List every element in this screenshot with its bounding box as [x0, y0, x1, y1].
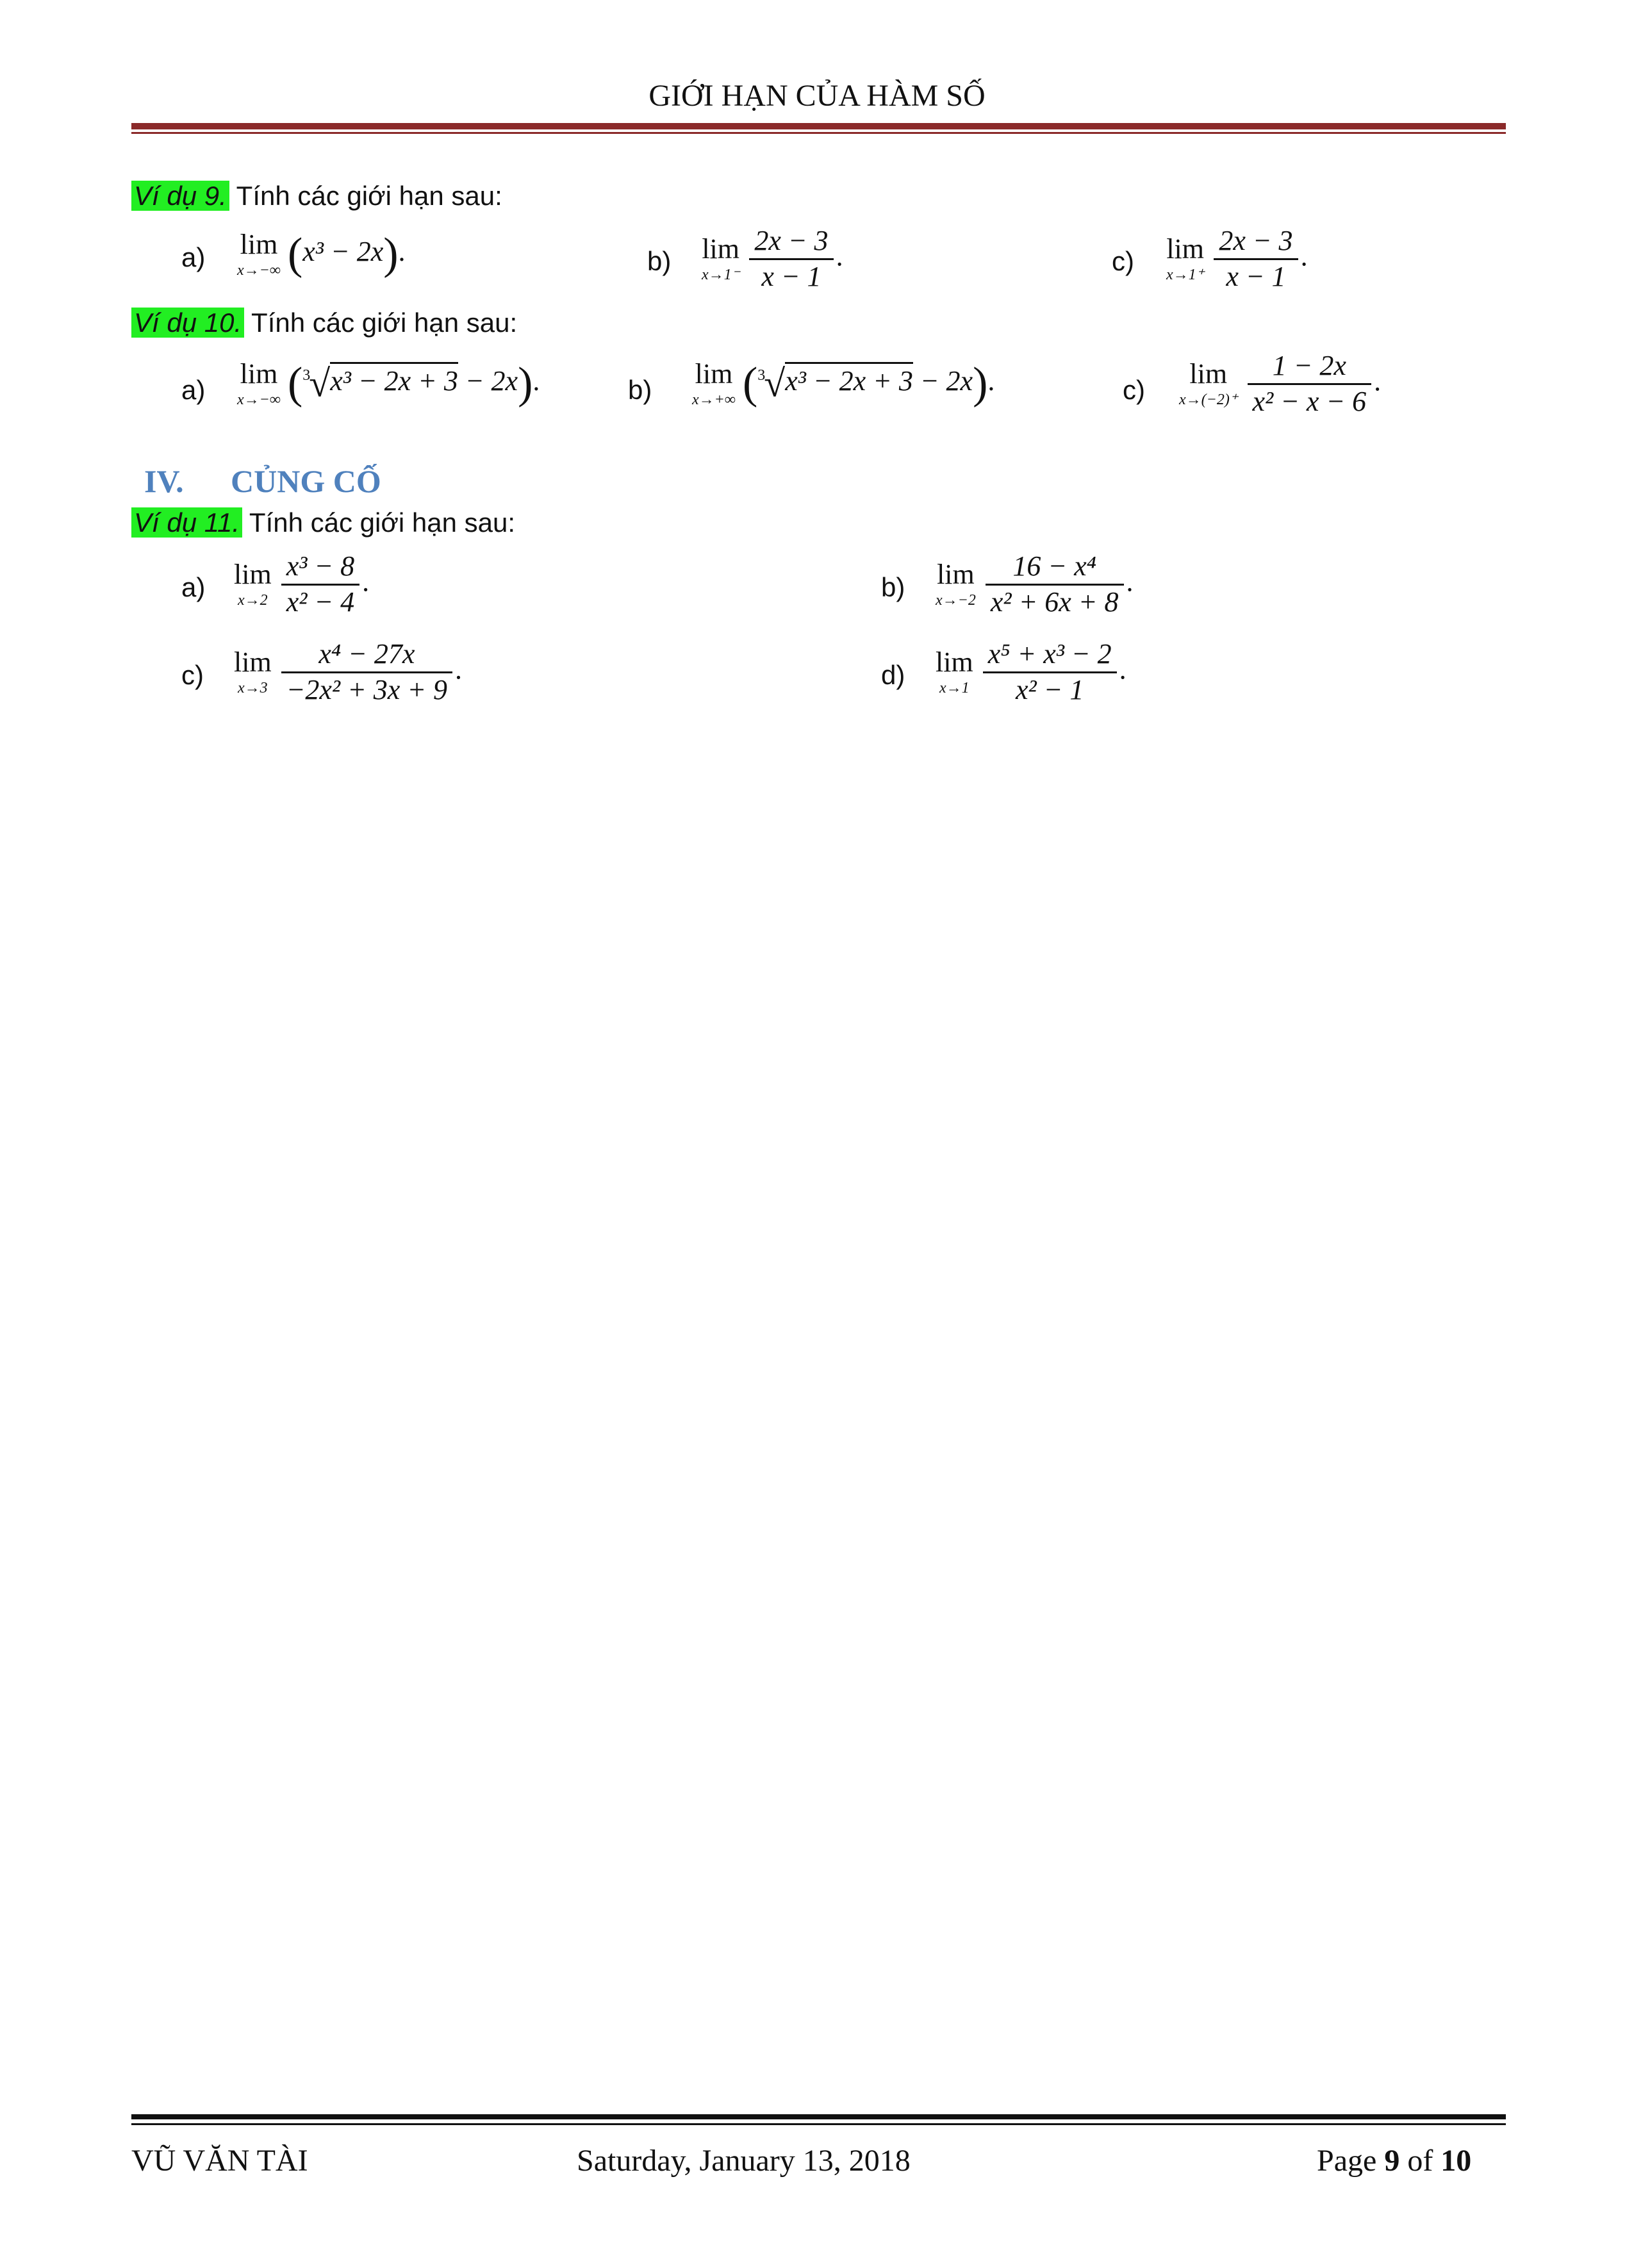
lim-text: lim — [234, 559, 272, 591]
fraction-numerator: x³ − 8 — [281, 550, 359, 586]
ex11-c-expression — [234, 637, 462, 707]
example-prompt: Tính các giới hạn sau: — [242, 507, 516, 538]
lim-text: lim — [240, 358, 278, 390]
example-prompt: Tính các giới hạn sau: — [229, 181, 502, 211]
footer-page-number — [1317, 2143, 1471, 2178]
period: . — [1126, 566, 1134, 598]
fraction-denominator: x² + 6x + 8 — [990, 586, 1119, 618]
item-label-a: a) — [181, 572, 206, 602]
fraction-numerator: 2x − 3 — [749, 224, 833, 260]
item-label-d: d) — [881, 660, 905, 690]
expr: x³ − 2x — [302, 236, 384, 268]
lim-subscript: x→1⁻ — [702, 267, 740, 284]
footer-author: VŨ VĂN TÀI — [131, 2144, 308, 2178]
page-header-title: GIỚI HẠN CỦA HÀM SỐ — [648, 79, 986, 113]
radicand: x³ − 2x + 3 — [785, 362, 913, 397]
expr-tail: − 2x — [465, 365, 518, 397]
fraction-denominator: x² − 1 — [1015, 673, 1084, 705]
lim-subscript: x→(−2)⁺ — [1179, 391, 1238, 409]
item-label-a: a) — [181, 375, 206, 405]
lim-subscript: x→1 — [939, 680, 970, 697]
lim-text: lim — [1189, 358, 1228, 390]
lim-subscript: x→−∞ — [237, 391, 281, 408]
lim-text: lim — [1166, 233, 1204, 265]
fraction-denominator: x − 1 — [1226, 260, 1286, 292]
item-label-c: c) — [181, 660, 204, 690]
lim-subscript: x→3 — [238, 680, 268, 697]
footer-rule-thin — [131, 2123, 1506, 2125]
example-label: Ví dụ 9. — [131, 181, 229, 211]
period: . — [836, 240, 843, 272]
example-10-heading — [131, 308, 517, 338]
item-label-a: a) — [181, 242, 206, 272]
fraction-numerator: x⁵ + x³ − 2 — [983, 637, 1117, 673]
fraction-numerator: 1 − 2x — [1248, 349, 1372, 385]
period: . — [987, 365, 995, 397]
period: . — [455, 653, 463, 686]
page-total: 10 — [1440, 2144, 1472, 2178]
expr-tail: − 2x — [920, 365, 973, 397]
lim-text: lim — [702, 233, 739, 265]
ex10-a-expression: lim x→−∞ ($^3$√x³ − 2x + 3 − 2x). — [237, 358, 540, 408]
item-label-b: b) — [647, 246, 672, 276]
lim-subscript: x→2 — [238, 592, 268, 609]
footer-date: Saturday, January 13, 2018 — [577, 2144, 911, 2178]
period: . — [1374, 365, 1382, 397]
section-heading — [144, 463, 381, 500]
example-prompt: Tính các giới hạn sau: — [244, 308, 518, 338]
lim-text: lim — [240, 229, 278, 260]
fraction-numerator: x⁴ − 27x — [281, 637, 452, 673]
ex9-a-expression: lim x→−∞ (x³ − 2x). — [237, 229, 406, 279]
page-prefix: Page — [1317, 2144, 1385, 2178]
example-9-heading — [131, 181, 502, 211]
period: . — [1119, 653, 1126, 686]
fraction-denominator: x² − x − 6 — [1252, 385, 1367, 417]
ex11-b-expression — [936, 550, 1134, 620]
section-number: IV. — [144, 463, 184, 499]
ex11-d-expression — [936, 637, 1126, 707]
page-current: 9 — [1384, 2144, 1400, 2178]
item-label-c: c) — [1123, 375, 1145, 405]
fraction-numerator: 16 − x⁴ — [986, 550, 1124, 586]
fraction-denominator: −2x² + 3x + 9 — [286, 673, 448, 705]
example-11-heading — [131, 507, 515, 538]
item-label-b: b) — [628, 375, 652, 405]
radicand: x³ − 2x + 3 — [330, 362, 458, 397]
lim-text: lim — [695, 358, 733, 390]
lim-text: lim — [936, 646, 973, 678]
ex11-a-expression — [234, 550, 369, 620]
item-label-c: c) — [1112, 246, 1134, 276]
ex10-c-expression — [1179, 349, 1381, 419]
page-of: of — [1399, 2144, 1441, 2178]
ex9-c-expression — [1166, 224, 1308, 294]
ex9-b-expression — [702, 224, 843, 294]
example-label: Ví dụ 10. — [131, 308, 244, 338]
lim-text: lim — [937, 559, 975, 591]
lim-subscript: x→1⁺ — [1166, 267, 1205, 284]
ex10-b-expression: lim x→+∞ ($^3$√x³ − 2x + 3 − 2x). — [692, 358, 995, 408]
section-title: CỦNG CỐ — [231, 463, 381, 499]
example-label: Ví dụ 11. — [131, 507, 242, 538]
item-label-b: b) — [881, 572, 905, 602]
header-rule-thin — [131, 132, 1506, 134]
period: . — [398, 236, 406, 268]
footer-rule-thick — [131, 2114, 1506, 2119]
header-rule — [131, 123, 1506, 129]
lim-subscript: x→−∞ — [237, 262, 281, 279]
fraction-denominator: x − 1 — [761, 260, 821, 292]
period: . — [362, 566, 370, 598]
period: . — [1300, 240, 1308, 272]
fraction-denominator: x² − 4 — [286, 586, 355, 618]
fraction-numerator: 2x − 3 — [1214, 224, 1298, 260]
lim-text: lim — [234, 646, 272, 678]
lim-subscript: x→−2 — [936, 592, 976, 609]
lim-subscript: x→+∞ — [692, 391, 736, 408]
period: . — [532, 365, 540, 397]
